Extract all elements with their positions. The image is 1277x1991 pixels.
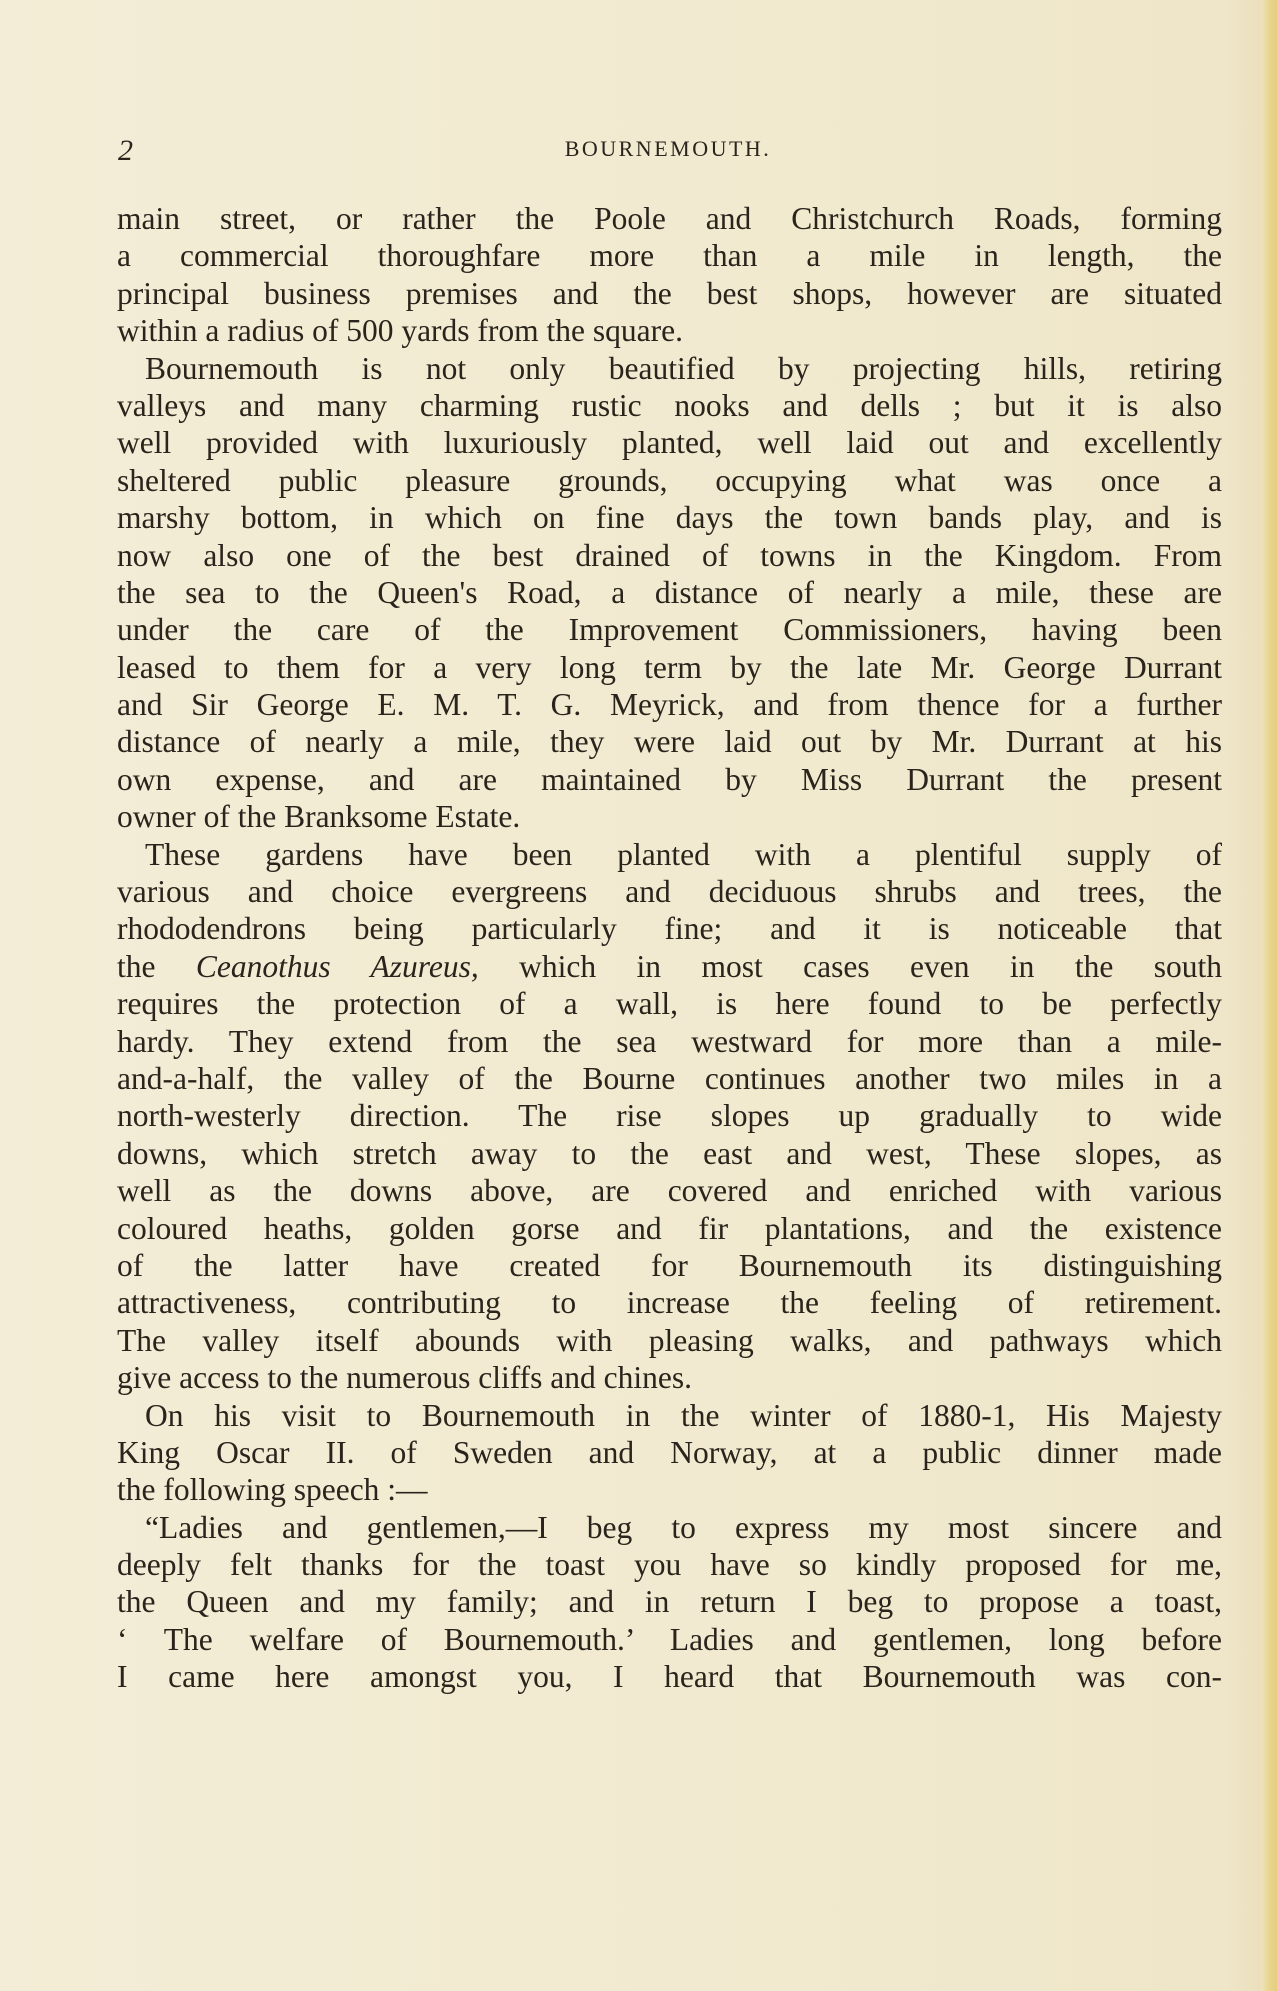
page-header — [118, 134, 1218, 174]
text-line: and Sir George E. M. T. G. Meyrick, and from thence for a further — [117, 687, 1222, 723]
text-line: and-a-half, the valley of the Bourne continues another two miles in a — [117, 1060, 1222, 1096]
text-line: The valley itself abounds with pleasing walks, and pathways which — [117, 1322, 1222, 1358]
text-line: main street, or rather the Poole and Christchurch Roads, forming — [117, 201, 1222, 236]
text-line: hardy. They extend from the sea westward for more than a mile- — [117, 1023, 1222, 1059]
text-line: own expense, and are maintained by Miss Durrant the present — [117, 761, 1222, 797]
text-line: north-westerly direction. The rise slopes up gradually to wide — [117, 1098, 1222, 1134]
text-line: leased to them for a very long term by the late Mr. George Durrant — [117, 649, 1222, 685]
page-edge — [1261, 0, 1277, 1991]
text-line: sheltered public pleasure grounds, occupying what was once a — [117, 462, 1222, 498]
text-line: under the care of the Improvement Commissioners, having been — [117, 612, 1222, 648]
text-line: various and choice evergreens and deciduous shrubs and trees, the — [117, 874, 1222, 910]
page-number: 2 — [118, 134, 133, 167]
body-text — [117, 200, 1222, 1696]
text-line: valleys and many charming rustic nooks and dells ; but it is also — [117, 387, 1222, 423]
text-line: attractiveness, contributing to increase the feeling of retirement. — [117, 1285, 1222, 1321]
text-line: the following speech :— — [117, 1472, 428, 1508]
text-line: distance of nearly a mile, they were laid out by Mr. Durrant at his — [117, 724, 1222, 760]
text-line: owner of the Branksome Estate. — [117, 799, 521, 835]
text-line: the Queen and my family; and in return I beg to propose a toast, — [117, 1584, 1222, 1620]
text-line: well as the downs above, are covered and enriched with various — [117, 1173, 1222, 1209]
text-line: the Ceanothus Azureus, which in most cases even in the south — [117, 948, 1222, 984]
text-line: principal business premises and the best shops, however are situated — [117, 275, 1222, 311]
text-line: within a radius of 500 yards from the square. — [117, 313, 683, 349]
text-line: coloured heaths, golden gorse and fir plantations, and the existence — [117, 1210, 1222, 1246]
text-line: downs, which stretch away to the east and west, These slopes, as — [117, 1135, 1222, 1171]
text-line: requires the protection of a wall, is here found to be perfectly — [117, 986, 1222, 1022]
running-head: BOURNEMOUTH. — [564, 136, 772, 161]
text-line: marshy bottom, in which on fine days the town bands play, and is — [117, 500, 1222, 536]
text-line: the sea to the Queen's Road, a distance of nearly a mile, these are — [117, 574, 1222, 610]
text-line: These gardens have been planted with a plentiful supply of — [145, 836, 1222, 872]
text-line: Bournemouth is not only beautified by projecting hills, retiring — [145, 350, 1222, 386]
text-line: “Ladies and gentlemen,—I beg to express my most sincere and — [145, 1509, 1222, 1545]
text-line: On his visit to Bournemouth in the winter of 1880-1, His Majesty — [145, 1397, 1222, 1433]
text-line: rhododendrons being particularly fine; and it is noticeable that — [117, 911, 1222, 947]
text-line: King Oscar II. of Sweden and Norway, at a public dinner made — [117, 1434, 1222, 1470]
text-line: deeply felt thanks for the toast you have so kindly proposed for me, — [117, 1547, 1222, 1583]
text-line: well provided with luxuriously planted, well laid out and excellently — [117, 425, 1222, 461]
text-line: a commercial thoroughfare more than a mile in length, the — [117, 238, 1222, 274]
text-line: of the latter have created for Bournemouth its distinguishing — [117, 1247, 1222, 1283]
text-line: I came here amongst you, I heard that Bournemouth was con- — [117, 1659, 1222, 1695]
text-line: ‘ The welfare of Bournemouth.’ Ladies and gentlemen, long before — [117, 1621, 1222, 1657]
species-name: Ceanothus Azureus, — [195, 948, 479, 984]
text-line: give access to the numerous cliffs and chines. — [117, 1360, 692, 1396]
text-line: now also one of the best drained of towns in the Kingdom. From — [117, 537, 1222, 573]
